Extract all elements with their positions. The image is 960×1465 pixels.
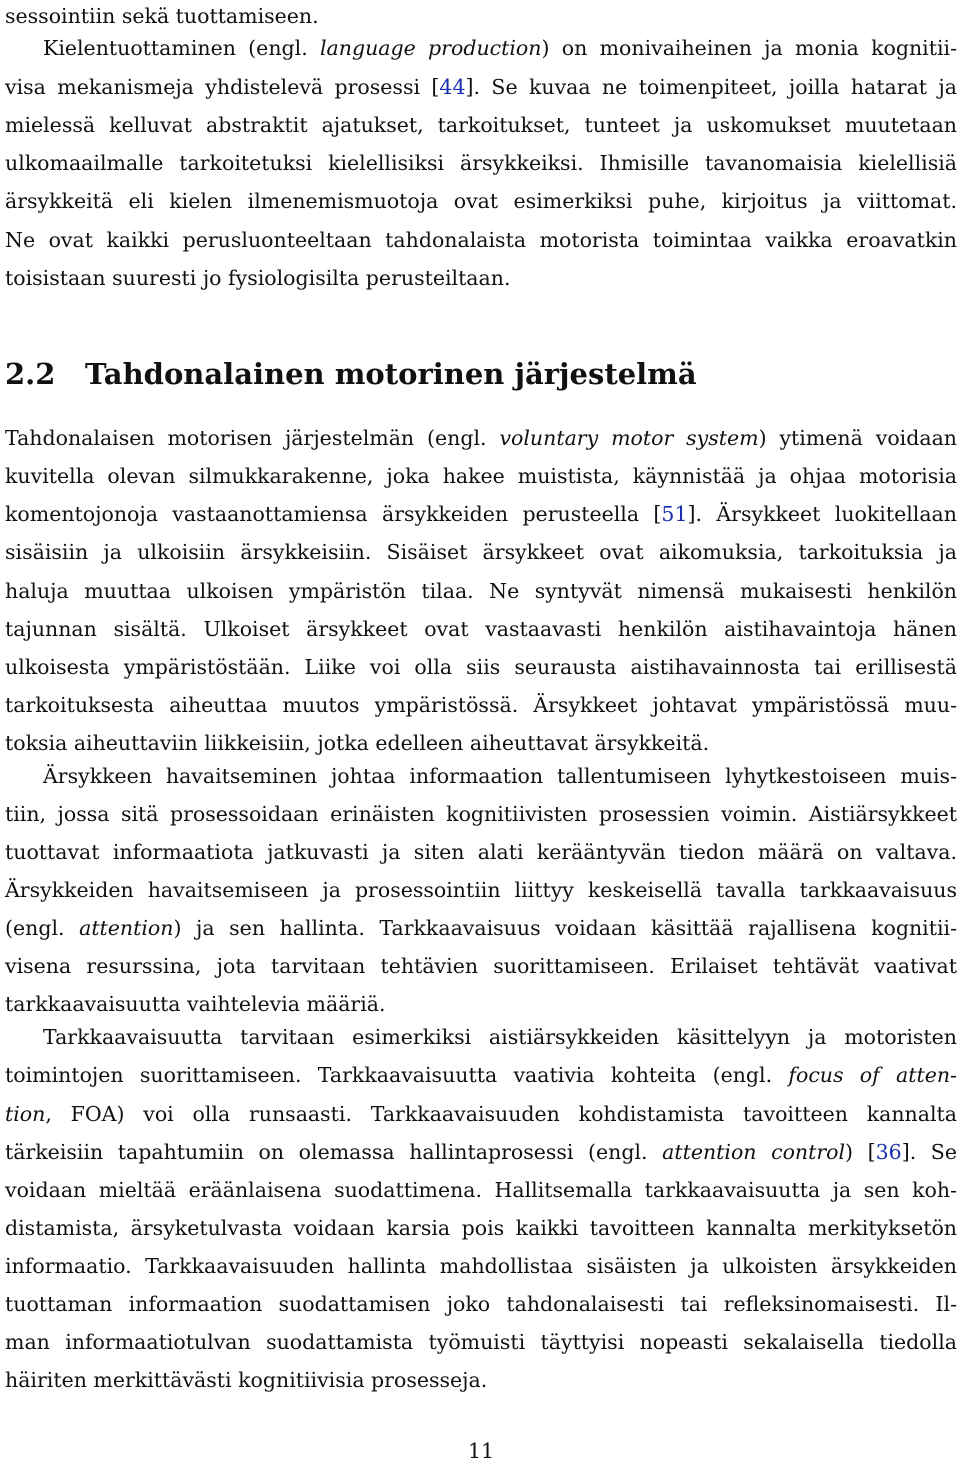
paragraph-4-line-9: häiriten merkittävästi kognitiivisia prosesseja. <box>5 1368 488 1392</box>
section-title: Tahdonalainen motorinen järjestelmä <box>85 357 697 391</box>
paragraph-3-line-6: tarkkaavaisuutta vaihtelevia määriä. <box>5 992 386 1016</box>
paragraph-4-line-5: distamista, ärsyketulvasta voidaan karsia pois kaikki tavoitteen kannalta merkityksetön <box>5 1216 957 1240</box>
paragraph-2-line-4: haluja muuttaa ulkoisen ympäristön tilaa. Ne syntyvät nimensä mukaisesti henkilön <box>5 579 957 603</box>
paragraph-3-line-4: (engl. attention) ja sen hallinta. Tarkkaavaisuus voidaan käsittää rajallisena kognitii- <box>5 916 957 940</box>
emphasis-term: focus of atten- <box>788 1063 957 1087</box>
paragraph-4-line-2: tion, FOA) voi olla runsaasti. Tarkkaavaisuuden kohdistamista tavoitteen kannalta <box>5 1102 957 1126</box>
paragraph-3-line-3: Ärsykkeiden havaitsemiseen ja prosessointiin liittyy keskeisellä tavalla tarkkaavaisuus <box>5 878 957 902</box>
paragraph-4-line-7: tuottaman informaation suodattamisen joko tahdonalaisesti tai refleksinomaisesti. Il- <box>5 1292 957 1316</box>
paragraph-2-line-7: tarkoituksesta aiheuttaa muutos ympäristössä. Ärsykkeet johtavat ympäristössä muu- <box>5 693 957 717</box>
paragraph-3-line-2: tuottavat informaatiota jatkuvasti ja siten alati kerääntyvän tiedon määrä on valtava. <box>5 840 957 864</box>
section-heading <box>5 354 697 394</box>
paragraph-4-line-6: informaatio. Tarkkaavaisuuden hallinta mahdollistaa sisäisten ja ulkoisten ärsykkeiden <box>5 1254 957 1278</box>
emphasis-term: attention control <box>662 1140 846 1164</box>
paragraph-1-line-2: mielessä kelluvat abstraktit ajatukset, tarkoitukset, tunteet ja uskomukset muutetaan <box>5 113 957 137</box>
paragraph-1-line-5: Ne ovat kaikki perusluonteeltaan tahdonalaista motorista toimintaa vaikka eroavatkin <box>5 228 957 252</box>
citation-link[interactable]: 44 <box>439 75 466 99</box>
paragraph-1-line-6: toisistaan suuresti jo fysiologisilta perusteiltaan. <box>5 266 511 290</box>
paragraph-2-line-6: ulkoisesta ympäristöstään. Liike voi olla siis seurausta aistihavainnosta tai erillisestä <box>5 655 957 679</box>
paragraph-2-line-2: komentojonoja vastaanottamiensa ärsykkeiden perusteella [51]. Ärsykkeet luokitellaan <box>5 502 957 526</box>
paragraph-2-line-0: Tahdonalaisen motorisen järjestelmän (engl. voluntary motor system) ytimenä voidaan <box>5 426 957 450</box>
paragraph-3-line-0: Ärsykkeen havaitseminen johtaa informaation tallentumiseen lyhytkestoiseen muis- <box>43 764 957 788</box>
paragraph-4-line-1: toimintojen suorittamiseen. Tarkkaavaisuutta vaativia kohteita (engl. focus of atten- <box>5 1063 957 1087</box>
paragraph-2-line-3: sisäisiin ja ulkoisiin ärsykkeisiin. Sisäiset ärsykkeet ovat aikomuksia, tarkoituksia ja <box>5 540 957 564</box>
paragraph-3-line-1: tiin, jossa sitä prosessoidaan erinäisten kognitiivisten prosessien voimin. Aistiärsykkeet <box>5 802 957 826</box>
paragraph-1-line-1: visa mekanismeja yhdistelevä prosessi [44]. Se kuvaa ne toimenpiteet, joilla hatarat ja <box>5 75 957 99</box>
paragraph-3-line-5: visena resurssina, jota tarvitaan tehtävien suorittamiseen. Erilaiset tehtävät vaativat <box>5 954 957 978</box>
paragraph-2-line-5: tajunnan sisältä. Ulkoiset ärsykkeet ovat vastaavasti henkilön aistihavaintoja hänen <box>5 617 957 641</box>
paragraph-4-line-8: man informaatiotulvan suodattamista työmuisti täyttyisi nopeasti sekalaisella tiedolla <box>5 1330 957 1354</box>
emphasis-term: attention <box>79 916 174 940</box>
paragraph-2-line-1: kuvitella olevan silmukkarakenne, joka hakee muistista, käynnistää ja ohjaa motorisia <box>5 464 957 488</box>
citation-link[interactable]: 51 <box>661 502 688 526</box>
paragraph-4-line-3: tärkeisiin tapahtumiin on olemassa hallintaprosessi (engl. attention control) [36]. Se <box>5 1140 957 1164</box>
paragraph-4-line-0: Tarkkaavaisuutta tarvitaan esimerkiksi aistiärsykkeiden käsittelyyn ja motoristen <box>43 1025 957 1049</box>
emphasis-term: voluntary motor system <box>499 426 759 450</box>
emphasis-term: language production <box>320 36 542 60</box>
page-number: 11 <box>467 1439 495 1463</box>
paragraph-1-line-3: ulkomaailmalle tarkoitetuksi kielellisiksi ärsykkeiksi. Ihmisille tavanomaisia kielellisiä <box>5 151 957 175</box>
paragraph-2-line-8: toksia aiheuttaviin liikkeisiin, jotka edelleen aiheuttavat ärsykkeitä. <box>5 731 710 755</box>
paragraph-1-line-0: Kielentuottaminen (engl. language production) on monivaiheinen ja monia kognitii- <box>43 36 958 60</box>
paragraph-1-line-4: ärsykkeitä eli kielen ilmenemismuotoja ovat esimerkiksi puhe, kirjoitus ja viittomat. <box>5 189 957 213</box>
paragraph-0-line-0: sessointiin sekä tuottamiseen. <box>5 4 319 28</box>
citation-link[interactable]: 36 <box>875 1140 902 1164</box>
paragraph-4-line-4: voidaan mieltää eräänlaisena suodattimena. Hallitsemalla tarkkaavaisuutta ja sen koh- <box>5 1178 957 1202</box>
emphasis-term: tion <box>5 1102 46 1126</box>
section-number: 2.2 <box>5 357 56 391</box>
